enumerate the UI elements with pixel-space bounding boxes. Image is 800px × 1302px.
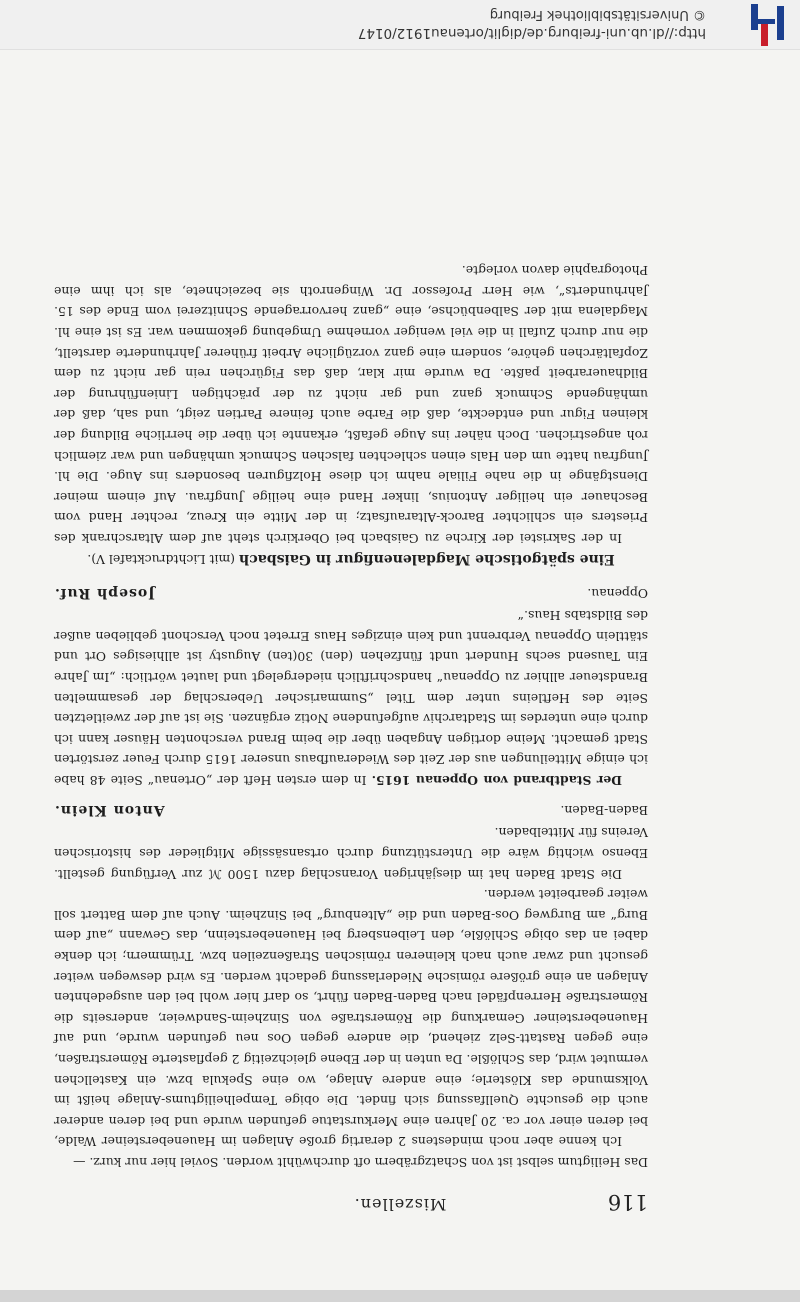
article-title: Eine spätgotische Magdalenenfigur in Gaisbach	[239, 550, 615, 567]
footer-copyright: © Universitätsbibliothek Freiburg	[489, 7, 706, 22]
article-title-suffix: (mit Lichtdrucktafel V).	[87, 551, 236, 567]
article-heading-magdalena	[54, 548, 648, 569]
paragraph-hauenebersteiner: Ich kenne aber noch mindestens 2 derartig große Anlagen im Hauenebersteiner Walde, bei deren einer vor ca. 20 Jahren eine Merkurstatue gefunden wurde und bei deren anderer auch die gesuchte Quellfassung sich findet. Die obige Tempelheiligtums-Anlage heißt im Volksmunde das Klösterle; eine andere Anlage, wo eine Spekula bzw. ein Kastellchen vermutet wird, das Schlößle. Da unten in der Ebene gleichzeitig 2 gepflasterte Römerstraßen, eine gegen Rastatt-Selz ziehend, die andere gegen Oos neu gefunden wurde, und auf Hauenebersteiner Gemarkung die Römerstraße von Sinzheim-Sandweier, anderseits die Römerstraße Herrenpfädel nach Baden-Baden führt, so darf hier wohl bei den ausgedehnten Anlagen an eine größere römische Niederlassung gedacht werden. Es wird deswegen weiter gesucht und zwar auch nach kleineren römischen Straßenzeilen bzw. Trümmern; ich denke dabei an das obige Schlößle, den Leibensberg bei Hauenebersteinn, das Gewann „auf dem Burg“ am Burgweg Oos-Baden und die „Altenburg“ bei Sinzheim. Auch auf dem Battert soll weiter gearbeitet werden.	[54, 887, 648, 1150]
section-title: Miszellen.	[353, 1195, 447, 1214]
signature-ruf	[54, 581, 648, 603]
signature-name: Joseph Ruf.	[54, 584, 155, 601]
signature-name: Anton Klein.	[54, 801, 165, 818]
university-logo-icon	[750, 4, 794, 46]
library-footer	[0, 0, 800, 50]
footer-url-link[interactable]: http://dl.ub.uni-freiburg.de/diglit/ortenau1912/0147	[357, 25, 706, 41]
signature-place: Baden-Baden.	[560, 802, 648, 818]
signature-klein	[54, 798, 648, 820]
viewer-scrollbar-strip	[0, 1290, 800, 1302]
running-head	[0, 1184, 800, 1214]
article-stadtbrand	[54, 605, 648, 790]
page-body	[54, 260, 648, 1172]
page-number: 116	[607, 1190, 648, 1214]
article-body: In dem ersten Heft der „Ortenau“ Seite 48 habe ich einige Mitteilungen aus der Zeit des Wiederaufbaus unserer 1615 durch Feuer zerstörten Stadt gemacht. Meine dortigen Angaben über die beim Brand verschonten Häuser kann ich durch eine unterdes im Stadtarchiv aufgefundene Notiz ergänzen. Sie ist auf der zweitletzten Seite des Heftleins unter dem Titel „Summarischer Ueberschlag der gesammelten Brandsteuer allhier zu Oppenau“ handschriftlich niedergelegt und lautet wörtlich: „Im Jahre Ein Tausend sechs Hundert undt fünfzehen (den) 30(ten) Augusty ist allhiesiges Ort und stättlein Oppenau Verbrennt und kein einziges Haus Erretet noch Verschont geblieben außer des Bildstabs Haus.“	[54, 608, 648, 788]
paragraph-intro: Das Heiligtum selbst ist von Schatzgräbern oft durchwühlt worden. Soviel hier nur kurz. —	[73, 1155, 648, 1170]
article-title: Der Stadtbrand von Oppenau 1615.	[371, 772, 622, 788]
article-magdalena: In der Sakristei der Kirche zu Gaisbach bei Oberkirch steht auf dem Altarschrank des Priesters ein schlichter Barock-Altaraufsatz; in der Mitte ein Kreuz, rechter Hand vom Beschauer ein heiliger Antonius, linker Hand eine heilige Jungfrau. Auf einem meiner Dienstgänge in die nahe Filiale nahm ich diese Holzfiguren besonders ins Auge. Die hl. Jungfrau hatte um den Hals einen schlechten falschen Schmuck umhängen und war ziemlich roh angestrichen. Doch näher ins Auge gefaßt, erkannte ich über die herrliche Bildung der kleinen Figur und entdeckte, daß die Farbe auch feinere Partien zeigt, und sah, daß der umhängende Schmuck ganz und gar nicht zu der prächtigen Linienführung der Bildhauerarbeit paßte. Da wurde mir klar, daß das Figürchen rein gar nicht zu dem Zopfaltärchen gehöre, sondern eine ganz vorzügliche Arbeit früherer Jahrhunderte darstellt, die nur durch Zufall in die viel weniger vornehme Umgebung gekommen war. Es ist eine hl. Magdalena mit der Salbenbüchse, eine „ganz hervorragende Schnitzerei vom Ende des 15. Jahrhunderts“, wie Herr Professor Dr. Wingenroth sie bezeichnete, als ich ihm eine Photographie davon vorlegte.	[54, 263, 648, 546]
signature-place: Oppenau.	[587, 585, 648, 601]
paragraph-funding: Die Stadt Baden hat im diesjährigen Voranschlag dazu 1500 ℳ zur Verfügung gestellt. Ebenso wichtig wäre die Unterstützung durch ortsansässige Mitglieder des historischen Vereins für Mittelbaden.	[54, 825, 648, 882]
